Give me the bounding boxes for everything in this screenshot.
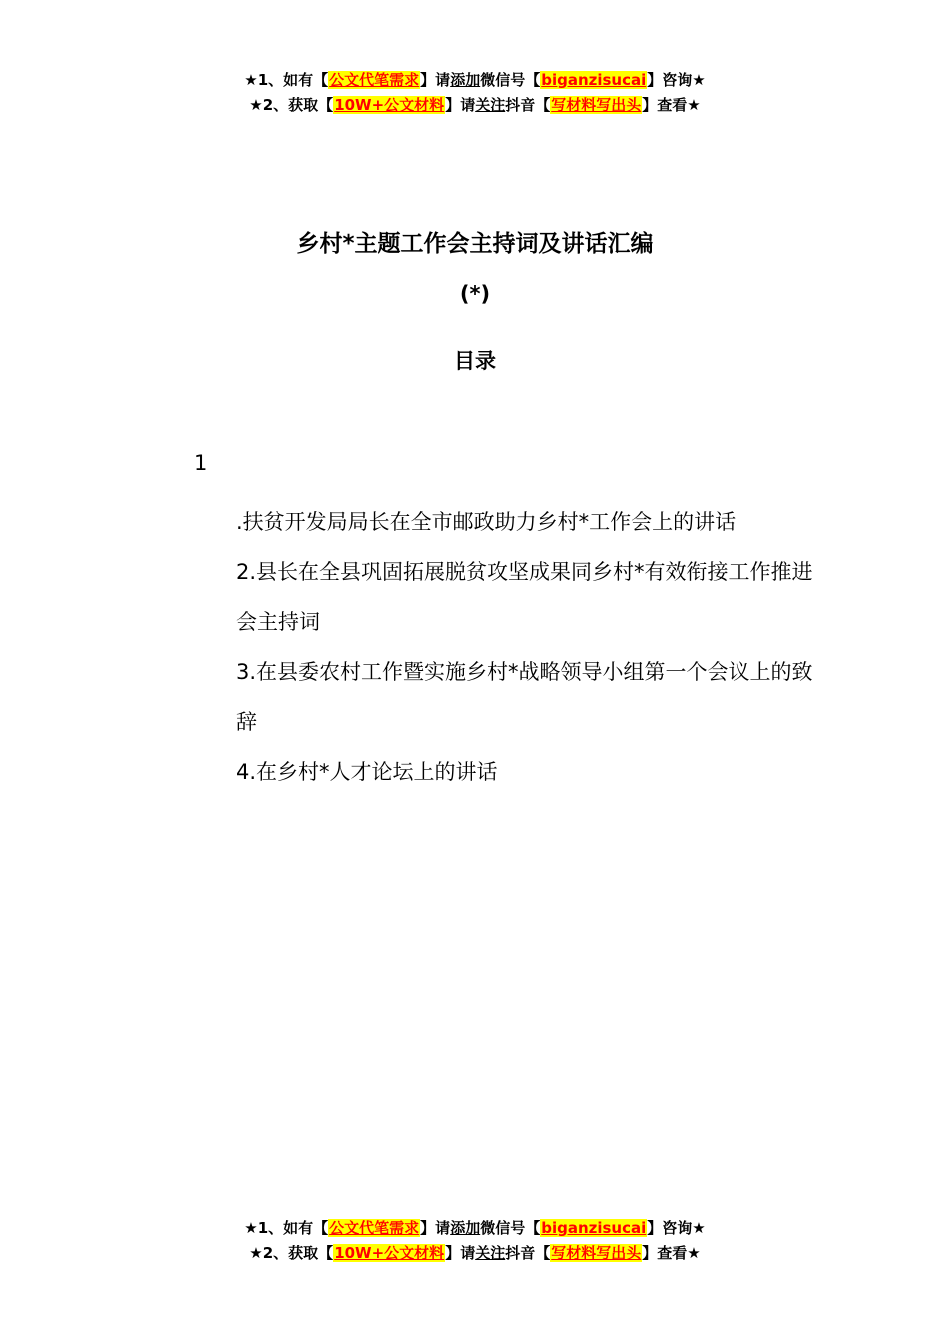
header-line-1-suffix: 】咨询★ <box>647 71 706 89</box>
toc-item: 3.在县委农村工作暨实施乡村*战略领导小组第一个会议上的致辞 <box>236 660 813 734</box>
header-underline-add: 添加 <box>450 71 481 89</box>
footer-line-1-text-2: 微信号【 <box>480 1219 541 1237</box>
header-highlight-ghostwriting: 公文代笔需求 <box>329 71 420 89</box>
document-subtitle: (*) <box>459 282 491 306</box>
header-line-1-text: 】请 <box>420 71 451 89</box>
header-line-2-text: 】请 <box>445 96 476 114</box>
toc-item: .扶贫开发局局长在全市邮政助力乡村*工作会上的讲话 <box>236 510 737 534</box>
header-highlight-douyin-account: 写材料写出头 <box>551 96 642 114</box>
header-highlight-wechat-id: biganzisucai <box>541 71 647 89</box>
header-banner <box>0 68 950 118</box>
header-line-1-prefix: ★1、如有【 <box>244 71 329 89</box>
footer-line-2-text-2: 抖音【 <box>505 1244 551 1262</box>
footer-highlight-ghostwriting: 公文代笔需求 <box>329 1219 420 1237</box>
footer-underline-add: 添加 <box>450 1219 481 1237</box>
toc-number: 1 <box>194 451 208 475</box>
document-title: 乡村*主题工作会主持词及讲话汇编 <box>296 231 654 257</box>
footer-highlight-douyin-account: 写材料写出头 <box>551 1244 642 1262</box>
toc-heading: 目录 <box>454 349 496 373</box>
header-line-1-text-2: 微信号【 <box>480 71 541 89</box>
footer-highlight-materials: 10W+公文材料 <box>334 1244 445 1262</box>
footer-line-1-text: 】请 <box>420 1219 451 1237</box>
footer-line-2-text: 】请 <box>445 1244 476 1262</box>
footer-line-2-suffix: 】查看★ <box>642 1244 701 1262</box>
toc-list <box>236 497 816 797</box>
footer-highlight-wechat-id: biganzisucai <box>541 1219 647 1237</box>
header-line-1 <box>0 68 950 93</box>
footer-line-2 <box>0 1241 950 1266</box>
footer-underline-follow: 关注 <box>475 1244 506 1262</box>
toc-item: 4.在乡村*人才论坛上的讲话 <box>236 760 498 784</box>
footer-banner <box>0 1216 950 1266</box>
footer-line-2-prefix: ★2、获取【 <box>249 1244 334 1262</box>
header-highlight-materials: 10W+公文材料 <box>334 96 445 114</box>
header-line-2-prefix: ★2、获取【 <box>249 96 334 114</box>
footer-line-1 <box>0 1216 950 1241</box>
header-underline-follow: 关注 <box>475 96 506 114</box>
footer-line-1-prefix: ★1、如有【 <box>244 1219 329 1237</box>
header-line-2-suffix: 】查看★ <box>642 96 701 114</box>
header-line-2-text-2: 抖音【 <box>505 96 551 114</box>
footer-line-1-suffix: 】咨询★ <box>647 1219 706 1237</box>
header-line-2 <box>0 93 950 118</box>
toc-item: 2.县长在全县巩固拓展脱贫攻坚成果同乡村*有效衔接工作推进会主持词 <box>236 560 813 634</box>
